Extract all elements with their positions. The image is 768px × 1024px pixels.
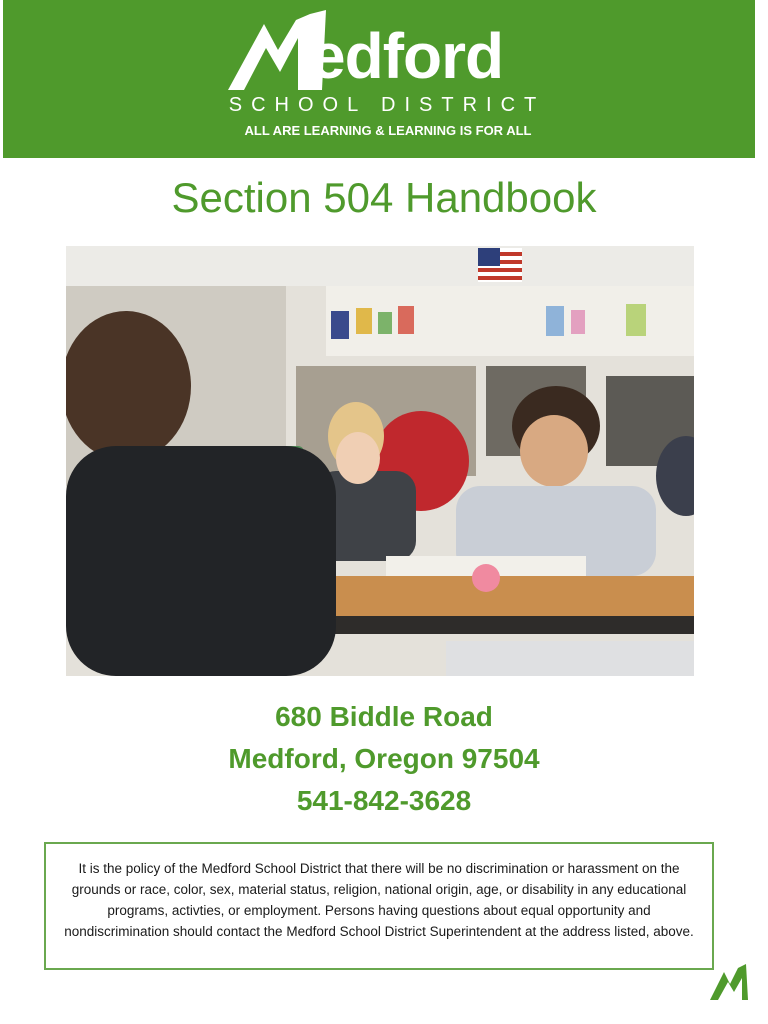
street-address: 680 Biddle Road	[275, 701, 493, 732]
corner-logo-icon	[708, 962, 752, 1002]
phone-number: 541-842-3628	[296, 785, 472, 816]
logo-district-label: SCHOOL DISTRICT	[228, 94, 546, 116]
policy-text: It is the policy of the Medford School District that there will be no discrimination or harassment on the grounds or race, color, sex, material status, religion, national origin, age, or disability in any educational programs, activties, or employment. Persons having questions about equal opportunity and nondiscrimination should contact the Medford School District Superintendent at the address listed, above.	[64, 861, 694, 939]
classroom-photo-illustration	[66, 246, 694, 676]
flag-icon	[478, 248, 522, 282]
classroom-photo	[66, 246, 694, 676]
page-title: Section 504 Handbook	[171, 174, 597, 221]
header-banner	[3, 0, 755, 158]
logo-wordmark: edford	[310, 20, 504, 92]
city-state-zip: Medford, Oregon 97504	[228, 743, 540, 774]
address-block	[0, 696, 768, 822]
district-logo	[218, 8, 558, 148]
nondiscrimination-policy	[44, 842, 714, 970]
tagline: ALL ARE LEARNING & LEARNING IS FOR ALL	[244, 123, 532, 138]
